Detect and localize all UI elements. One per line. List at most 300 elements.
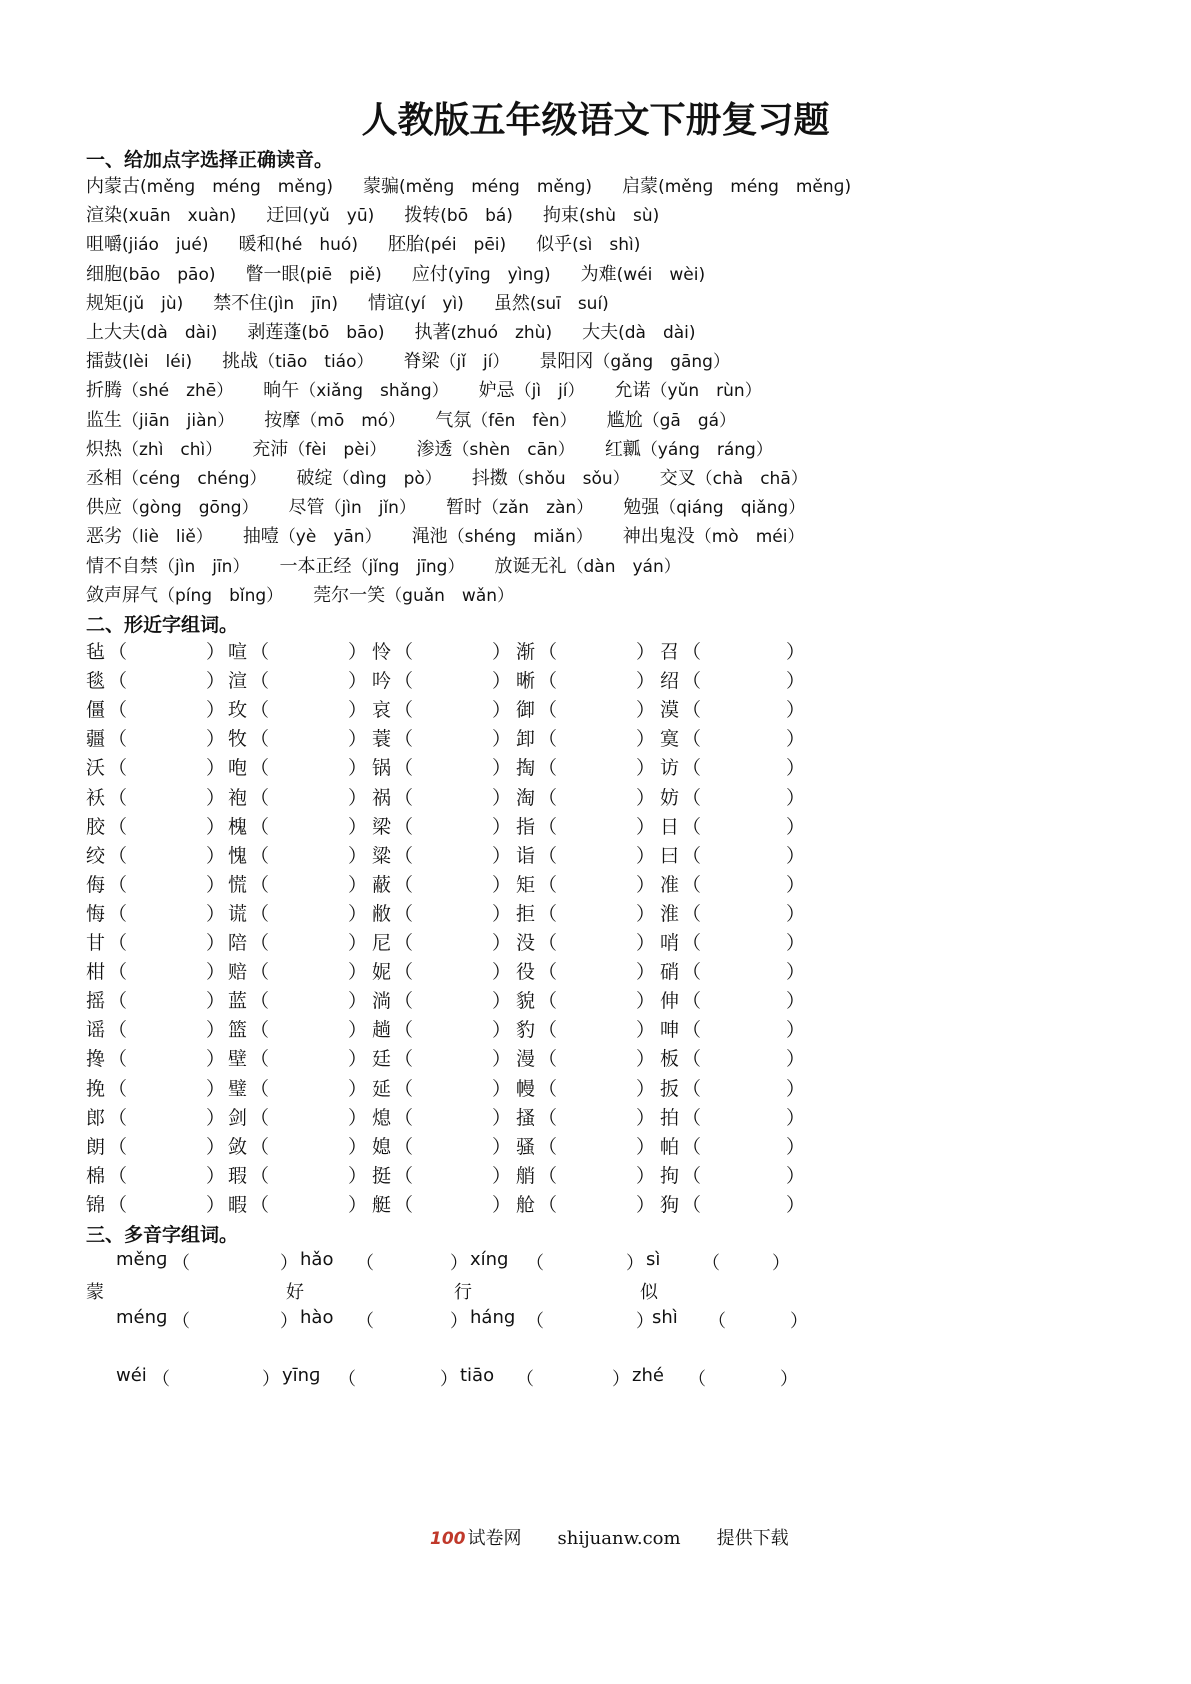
character: 牧: [228, 728, 248, 751]
character: 艇: [372, 1193, 392, 1216]
polyphonic-character: 似: [640, 1282, 658, 1303]
polyphonic-pinyin: hào: [300, 1307, 334, 1328]
pronunciation-item: [388, 230, 506, 256]
answer-blank-open[interactable]: （: [538, 1048, 558, 1071]
pronunciation-item: [247, 318, 384, 344]
polyphonic-pinyin: xíng: [470, 1249, 509, 1270]
word: 情不自禁: [86, 555, 158, 577]
answer-blank-open[interactable]: （: [394, 757, 414, 780]
character: 哨: [660, 932, 680, 954]
character: 妨: [660, 786, 680, 809]
pinyin-options: (jǔ jù): [122, 293, 184, 314]
pronunciation-item: [86, 318, 217, 344]
answer-blank-open[interactable]: （: [538, 1193, 558, 1216]
answer-blank-open[interactable]: （: [108, 1019, 128, 1042]
answer-blank-open[interactable]: （: [538, 961, 558, 984]
word: 大夫: [582, 322, 619, 343]
polyphonic-pinyin: tiāo: [460, 1365, 495, 1386]
answer-blank-close: ）: [790, 1311, 808, 1332]
answer-blank-close: ）: [636, 932, 656, 954]
word: 折腾: [86, 380, 122, 402]
answer-blank-open[interactable]: （: [394, 844, 414, 867]
answer-blank-close: ）: [786, 844, 806, 867]
answer-blank-open[interactable]: （: [682, 786, 702, 809]
pronunciation-item: [543, 201, 659, 227]
footer-url: shijuanw.com: [557, 1528, 681, 1549]
word: 蒙骗: [363, 176, 400, 197]
polyphonic-pinyin: měnɡ: [116, 1249, 168, 1270]
pronunciation-row: [86, 464, 838, 495]
answer-blank-open[interactable]: （: [538, 728, 558, 751]
answer-blank-open[interactable]: （: [108, 844, 128, 867]
answer-blank-open[interactable]: （: [682, 1048, 702, 1071]
answer-blank-open[interactable]: （: [250, 1019, 270, 1042]
answer-blank-open[interactable]: （: [702, 1253, 720, 1274]
answer-blank-close: ）: [206, 1135, 226, 1158]
character: 访: [660, 757, 680, 780]
word: 交叉: [659, 468, 696, 489]
answer-blank-open[interactable]: （: [538, 786, 558, 809]
polyphonic-character: 蒙: [86, 1282, 104, 1303]
character: 幔: [516, 1077, 536, 1100]
pinyin-options: (dà dài): [140, 323, 218, 343]
answer-blank-close: ）: [348, 1019, 368, 1042]
answer-blank-open[interactable]: （: [538, 932, 558, 954]
word: 情谊: [367, 292, 404, 314]
answer-blank-open[interactable]: （: [538, 1077, 558, 1100]
pinyin-options: （píng bǐng）: [158, 585, 284, 606]
answer-blank-open[interactable]: （: [682, 641, 702, 663]
answer-blank-close: ）: [348, 786, 368, 809]
answer-blank-open[interactable]: （: [250, 1077, 270, 1100]
answer-blank-open[interactable]: （: [250, 670, 270, 693]
pronunciation-item: [86, 260, 215, 286]
answer-blank-close: ）: [492, 1019, 512, 1042]
pronunciation-item: [368, 289, 464, 315]
answer-blank-open[interactable]: （: [538, 1135, 558, 1158]
pinyin-options: （gǎng gāng）: [593, 352, 730, 373]
word: 放诞无礼: [494, 555, 567, 577]
answer-blank-open[interactable]: （: [250, 1164, 270, 1187]
answer-blank-close: ）: [348, 815, 368, 838]
answer-blank-open[interactable]: （: [682, 873, 702, 896]
answer-blank-close: ）: [348, 932, 368, 954]
character: 玫: [228, 699, 248, 722]
answer-blank-close: ）: [636, 1077, 656, 1100]
answer-blank-open[interactable]: （: [250, 1193, 270, 1216]
word: 供应: [86, 497, 122, 519]
answer-blank-open[interactable]: （: [250, 786, 270, 809]
word: 上大夫: [86, 322, 140, 343]
answer-blank-open[interactable]: （: [394, 990, 414, 1013]
answer-blank-open[interactable]: （: [394, 699, 414, 722]
answer-blank-open[interactable]: （: [250, 1048, 270, 1071]
pinyin-options: （shèn cān）: [452, 439, 575, 460]
answer-blank-open[interactable]: （: [250, 757, 270, 780]
answer-blank-close: ）: [626, 1253, 644, 1274]
answer-blank-open[interactable]: （: [538, 815, 558, 838]
answer-blank-open[interactable]: （: [108, 728, 128, 751]
pinyin-options: (yí yì): [403, 293, 464, 314]
answer-blank-open[interactable]: （: [682, 932, 702, 954]
answer-blank-open[interactable]: （: [394, 932, 414, 954]
answer-blank-open[interactable]: （: [538, 990, 558, 1013]
answer-blank-open[interactable]: （: [108, 670, 128, 693]
answer-blank-open[interactable]: （: [538, 641, 558, 663]
pinyin-options: (péi pēi): [423, 235, 507, 256]
polyphonic-pinyin: yīnɡ: [282, 1365, 321, 1386]
answer-blank-close: ）: [636, 873, 656, 896]
word: 勉强: [623, 497, 660, 519]
word: 渲染: [86, 205, 122, 227]
answer-blank-open[interactable]: （: [250, 873, 270, 896]
answer-blank-close: ）: [786, 932, 806, 954]
answer-blank-close: ）: [636, 1048, 656, 1071]
pinyin-options: （fèi pèi）: [288, 439, 387, 460]
character: 淌: [372, 990, 392, 1013]
pronunciation-item: [266, 201, 374, 227]
answer-blank-open[interactable]: （: [394, 670, 414, 693]
answer-blank-open[interactable]: （: [394, 1135, 414, 1158]
answer-blank-open[interactable]: （: [538, 1106, 558, 1129]
character: 蔽: [372, 873, 392, 896]
character: 趟: [372, 1019, 392, 1042]
answer-blank-open[interactable]: （: [682, 1193, 702, 1216]
character: 敛: [228, 1135, 248, 1158]
answer-blank-open[interactable]: （: [538, 670, 558, 693]
answer-blank-close: ）: [636, 815, 656, 838]
word: 一本正经: [279, 555, 352, 577]
answer-blank-open[interactable]: （: [108, 1048, 128, 1071]
character: 没: [516, 932, 536, 954]
answer-blank-open[interactable]: （: [682, 844, 702, 867]
character: 舱: [516, 1193, 536, 1216]
answer-blank-open[interactable]: （: [108, 932, 128, 954]
answer-blank-open[interactable]: （: [682, 961, 702, 984]
answer-blank-close: ）: [492, 1077, 512, 1100]
pronunciation-item: [581, 260, 705, 286]
pinyin-options: (wéi wèi): [616, 264, 706, 285]
word: 渗透: [416, 438, 453, 460]
pronunciation-row: [86, 376, 792, 407]
pinyin-options: (shù sù): [578, 206, 660, 227]
character: 胶: [86, 815, 106, 838]
answer-blank-close: ）: [636, 961, 656, 984]
answer-blank-open[interactable]: （: [172, 1311, 190, 1332]
answer-blank-open[interactable]: （: [394, 815, 414, 838]
pronunciation-item: [494, 552, 680, 578]
character: 漠: [660, 699, 680, 722]
character: 锅: [372, 757, 392, 780]
word: 晌午: [263, 380, 300, 402]
answer-blank-open[interactable]: （: [708, 1311, 726, 1332]
character: 锦: [86, 1193, 106, 1216]
answer-blank-open[interactable]: （: [250, 699, 270, 722]
answer-blank-open[interactable]: （: [250, 990, 270, 1013]
answer-blank-close: ）: [206, 1164, 226, 1187]
answer-blank-open[interactable]: （: [108, 873, 128, 896]
pronunciation-row: [86, 435, 803, 466]
pronunciation-item: [536, 230, 640, 256]
answer-blank-open[interactable]: （: [682, 815, 702, 838]
word: 敛声屏气: [86, 584, 158, 606]
answer-blank-open[interactable]: （: [356, 1253, 374, 1274]
pinyin-options: (piē piě): [299, 264, 382, 285]
pronunciation-row: [86, 581, 544, 612]
pinyin-options: （dàn yán）: [566, 556, 681, 577]
answer-blank-open[interactable]: （: [682, 1019, 702, 1042]
pronunciation-item: [252, 435, 386, 461]
pinyin-options: (bō bá): [440, 206, 513, 227]
answer-blank-open[interactable]: （: [108, 961, 128, 984]
answer-blank-open[interactable]: （: [108, 641, 128, 663]
answer-blank-open[interactable]: （: [108, 757, 128, 780]
answer-blank-close: ）: [348, 670, 368, 693]
character: 骚: [516, 1135, 536, 1158]
answer-blank-close: ）: [280, 1253, 298, 1274]
pinyin-options: (xuān xuàn): [122, 206, 237, 227]
answer-blank-open[interactable]: （: [394, 1164, 414, 1187]
answer-blank-close: ）: [348, 1077, 368, 1100]
answer-blank-open[interactable]: （: [108, 1164, 128, 1187]
answer-blank-open[interactable]: （: [250, 932, 270, 954]
answer-blank-close: ）: [636, 1135, 656, 1158]
answer-blank-open[interactable]: （: [682, 1077, 702, 1100]
pronunciation-row: [86, 230, 670, 261]
pronunciation-item: [412, 260, 551, 286]
character: 淮: [660, 902, 680, 925]
answer-blank-open[interactable]: （: [394, 1019, 414, 1042]
pronunciation-row: [86, 406, 766, 437]
site-logo: 100: [430, 1529, 466, 1549]
pinyin-options: （céng chéng）: [122, 469, 267, 489]
answer-blank-close: ）: [636, 699, 656, 722]
answer-blank-open[interactable]: （: [526, 1253, 544, 1274]
answer-blank-open[interactable]: （: [250, 1106, 270, 1129]
pinyin-options: (yīnɡ yìnɡ): [447, 264, 551, 285]
character: 毡: [86, 641, 106, 663]
word: 擂鼓: [86, 351, 122, 373]
character: 绍: [660, 670, 680, 693]
answer-blank-open[interactable]: （: [682, 1106, 702, 1129]
answer-blank-open[interactable]: （: [682, 902, 702, 925]
answer-blank-close: ）: [786, 699, 806, 722]
answer-blank-open[interactable]: （: [394, 786, 414, 809]
pronunciation-item: [607, 406, 736, 432]
answer-blank-open[interactable]: （: [338, 1369, 356, 1390]
answer-blank-open[interactable]: （: [108, 699, 128, 722]
answer-blank-open[interactable]: （: [108, 990, 128, 1013]
polyphonic-pinyin: zhé: [632, 1365, 664, 1386]
answer-blank-close: ）: [772, 1253, 790, 1274]
word: 按摩: [264, 409, 301, 431]
answer-blank-open[interactable]: （: [250, 815, 270, 838]
answer-blank-open[interactable]: （: [538, 1019, 558, 1042]
answer-blank-open[interactable]: （: [152, 1369, 170, 1390]
pronunciation-item: [263, 376, 448, 402]
character: 郎: [86, 1106, 106, 1129]
pronunciation-row: [86, 289, 639, 320]
answer-blank-open[interactable]: （: [394, 961, 414, 984]
answer-blank-open[interactable]: （: [250, 641, 270, 663]
answer-blank-close: ）: [492, 641, 512, 663]
character: 哀: [372, 699, 392, 722]
answer-blank-open[interactable]: （: [250, 844, 270, 867]
character: 敝: [372, 902, 392, 925]
answer-blank-close: ）: [636, 990, 656, 1013]
answer-blank-open[interactable]: （: [108, 1135, 128, 1158]
answer-blank-close: ）: [786, 815, 806, 838]
pronunciation-item: [414, 318, 552, 344]
word: 内蒙古: [86, 176, 140, 197]
answer-blank-open[interactable]: （: [682, 670, 702, 693]
word: 气氛: [435, 409, 472, 431]
answer-blank-close: ）: [206, 873, 226, 896]
answer-blank-close: ）: [636, 641, 656, 663]
character: 拒: [516, 902, 536, 925]
answer-blank-open[interactable]: （: [516, 1369, 534, 1390]
pronunciation-item: [416, 435, 574, 461]
answer-blank-open[interactable]: （: [538, 699, 558, 722]
answer-blank-close: ）: [492, 844, 512, 867]
answer-blank-open[interactable]: （: [682, 757, 702, 780]
word: 脊梁: [403, 351, 440, 373]
answer-blank-open[interactable]: （: [250, 961, 270, 984]
pronunciation-item: [605, 435, 773, 461]
character: 日: [660, 815, 680, 838]
answer-blank-open[interactable]: （: [108, 1106, 128, 1129]
pinyin-options: （jiān jiàn）: [122, 410, 235, 431]
pinyin-options: (jiáo jué): [122, 235, 209, 256]
answer-blank-open[interactable]: （: [538, 1164, 558, 1187]
character: 篮: [228, 1019, 248, 1042]
answer-blank-open[interactable]: （: [538, 757, 558, 780]
pronunciation-item: [86, 581, 283, 607]
pinyin-options: （shé zhē）: [122, 381, 234, 402]
pronunciation-row: [86, 347, 760, 378]
answer-blank-open[interactable]: （: [394, 1077, 414, 1100]
answer-blank-open[interactable]: （: [394, 902, 414, 925]
pinyin-options: （shéng miǎn）: [447, 527, 593, 548]
word: 抖擞: [471, 468, 508, 489]
answer-blank-open[interactable]: （: [688, 1369, 706, 1390]
character: 搔: [516, 1106, 536, 1129]
answer-blank-close: ）: [636, 1019, 656, 1042]
answer-blank-open[interactable]: （: [538, 844, 558, 867]
word: 破绽: [296, 468, 333, 489]
answer-blank-close: ）: [450, 1253, 468, 1274]
answer-blank-open[interactable]: （: [394, 641, 414, 663]
pronunciation-item: [479, 376, 585, 402]
answer-blank-open[interactable]: （: [108, 1193, 128, 1216]
answer-blank-close: ）: [786, 728, 806, 751]
pronunciation-row: [86, 552, 711, 583]
pinyin-options: （jìn jīn）: [158, 556, 250, 577]
answer-blank-open[interactable]: （: [538, 902, 558, 925]
character: 役: [516, 961, 536, 984]
word: 丞相: [86, 468, 122, 489]
answer-blank-open[interactable]: （: [682, 1135, 702, 1158]
answer-blank-open[interactable]: （: [172, 1253, 190, 1274]
character: 寞: [660, 728, 680, 751]
answer-blank-close: ）: [348, 757, 368, 780]
character: 袄: [86, 786, 106, 809]
word: 咀嚼: [86, 234, 122, 256]
answer-blank-open[interactable]: （: [682, 699, 702, 722]
character: 熄: [372, 1106, 392, 1129]
word: 妒忌: [478, 380, 515, 402]
answer-blank-open[interactable]: （: [682, 728, 702, 751]
word: 瞥一眼: [245, 263, 300, 285]
character: 袍: [228, 786, 248, 809]
answer-blank-open[interactable]: （: [394, 1048, 414, 1071]
answer-blank-close: ）: [636, 1311, 654, 1332]
word: 尴尬: [606, 409, 643, 431]
answer-blank-open[interactable]: （: [250, 728, 270, 751]
answer-blank-open[interactable]: （: [682, 1164, 702, 1187]
answer-blank-close: ）: [786, 1106, 806, 1129]
pronunciation-item: [289, 493, 416, 519]
pronunciation-item: [243, 522, 382, 548]
answer-blank-open[interactable]: （: [250, 902, 270, 925]
answer-blank-open[interactable]: （: [250, 1135, 270, 1158]
answer-blank-open[interactable]: （: [108, 815, 128, 838]
pinyin-options: （yǔn rùn）: [650, 381, 762, 402]
word: 尽管: [288, 497, 325, 519]
answer-blank-open[interactable]: （: [108, 786, 128, 809]
word: 神出鬼没: [622, 526, 695, 548]
pronunciation-item: [582, 318, 695, 344]
pronunciation-item: [494, 289, 609, 315]
character: 诣: [516, 844, 536, 867]
answer-blank-close: ）: [636, 670, 656, 693]
answer-blank-close: ）: [348, 1193, 368, 1216]
word: 景阳冈: [539, 351, 594, 373]
answer-blank-open[interactable]: （: [682, 990, 702, 1013]
pinyin-options: (bāo pāo): [122, 264, 216, 285]
character: 指: [516, 815, 536, 838]
answer-blank-close: ）: [206, 1106, 226, 1129]
answer-blank-close: ）: [348, 990, 368, 1013]
answer-blank-open[interactable]: （: [394, 873, 414, 896]
answer-blank-close: ）: [636, 902, 656, 925]
answer-blank-open[interactable]: （: [108, 902, 128, 925]
answer-blank-open[interactable]: （: [356, 1311, 374, 1332]
character: 谣: [86, 1019, 106, 1042]
answer-blank-close: ）: [492, 1106, 512, 1129]
answer-blank-close: ）: [492, 902, 512, 925]
answer-blank-close: ）: [786, 1135, 806, 1158]
polyphonic-character: 行: [454, 1282, 472, 1303]
character: 妮: [372, 961, 392, 984]
answer-blank-close: ）: [206, 815, 226, 838]
answer-blank-open[interactable]: （: [526, 1311, 544, 1332]
answer-blank-open[interactable]: （: [108, 1077, 128, 1100]
answer-blank-close: ）: [612, 1369, 630, 1390]
answer-blank-close: ）: [348, 1048, 368, 1071]
answer-blank-open[interactable]: （: [394, 728, 414, 751]
pinyin-options: （yáng ráng）: [640, 439, 773, 460]
answer-blank-open[interactable]: （: [394, 1106, 414, 1129]
answer-blank-open[interactable]: （: [394, 1193, 414, 1216]
pinyin-options: （liè liě）: [122, 527, 213, 548]
pronunciation-item: [313, 581, 514, 607]
answer-blank-close: ）: [206, 728, 226, 751]
character: 帕: [660, 1135, 680, 1158]
character: 咆: [228, 757, 248, 780]
answer-blank-close: ）: [780, 1369, 798, 1390]
answer-blank-open[interactable]: （: [538, 873, 558, 896]
